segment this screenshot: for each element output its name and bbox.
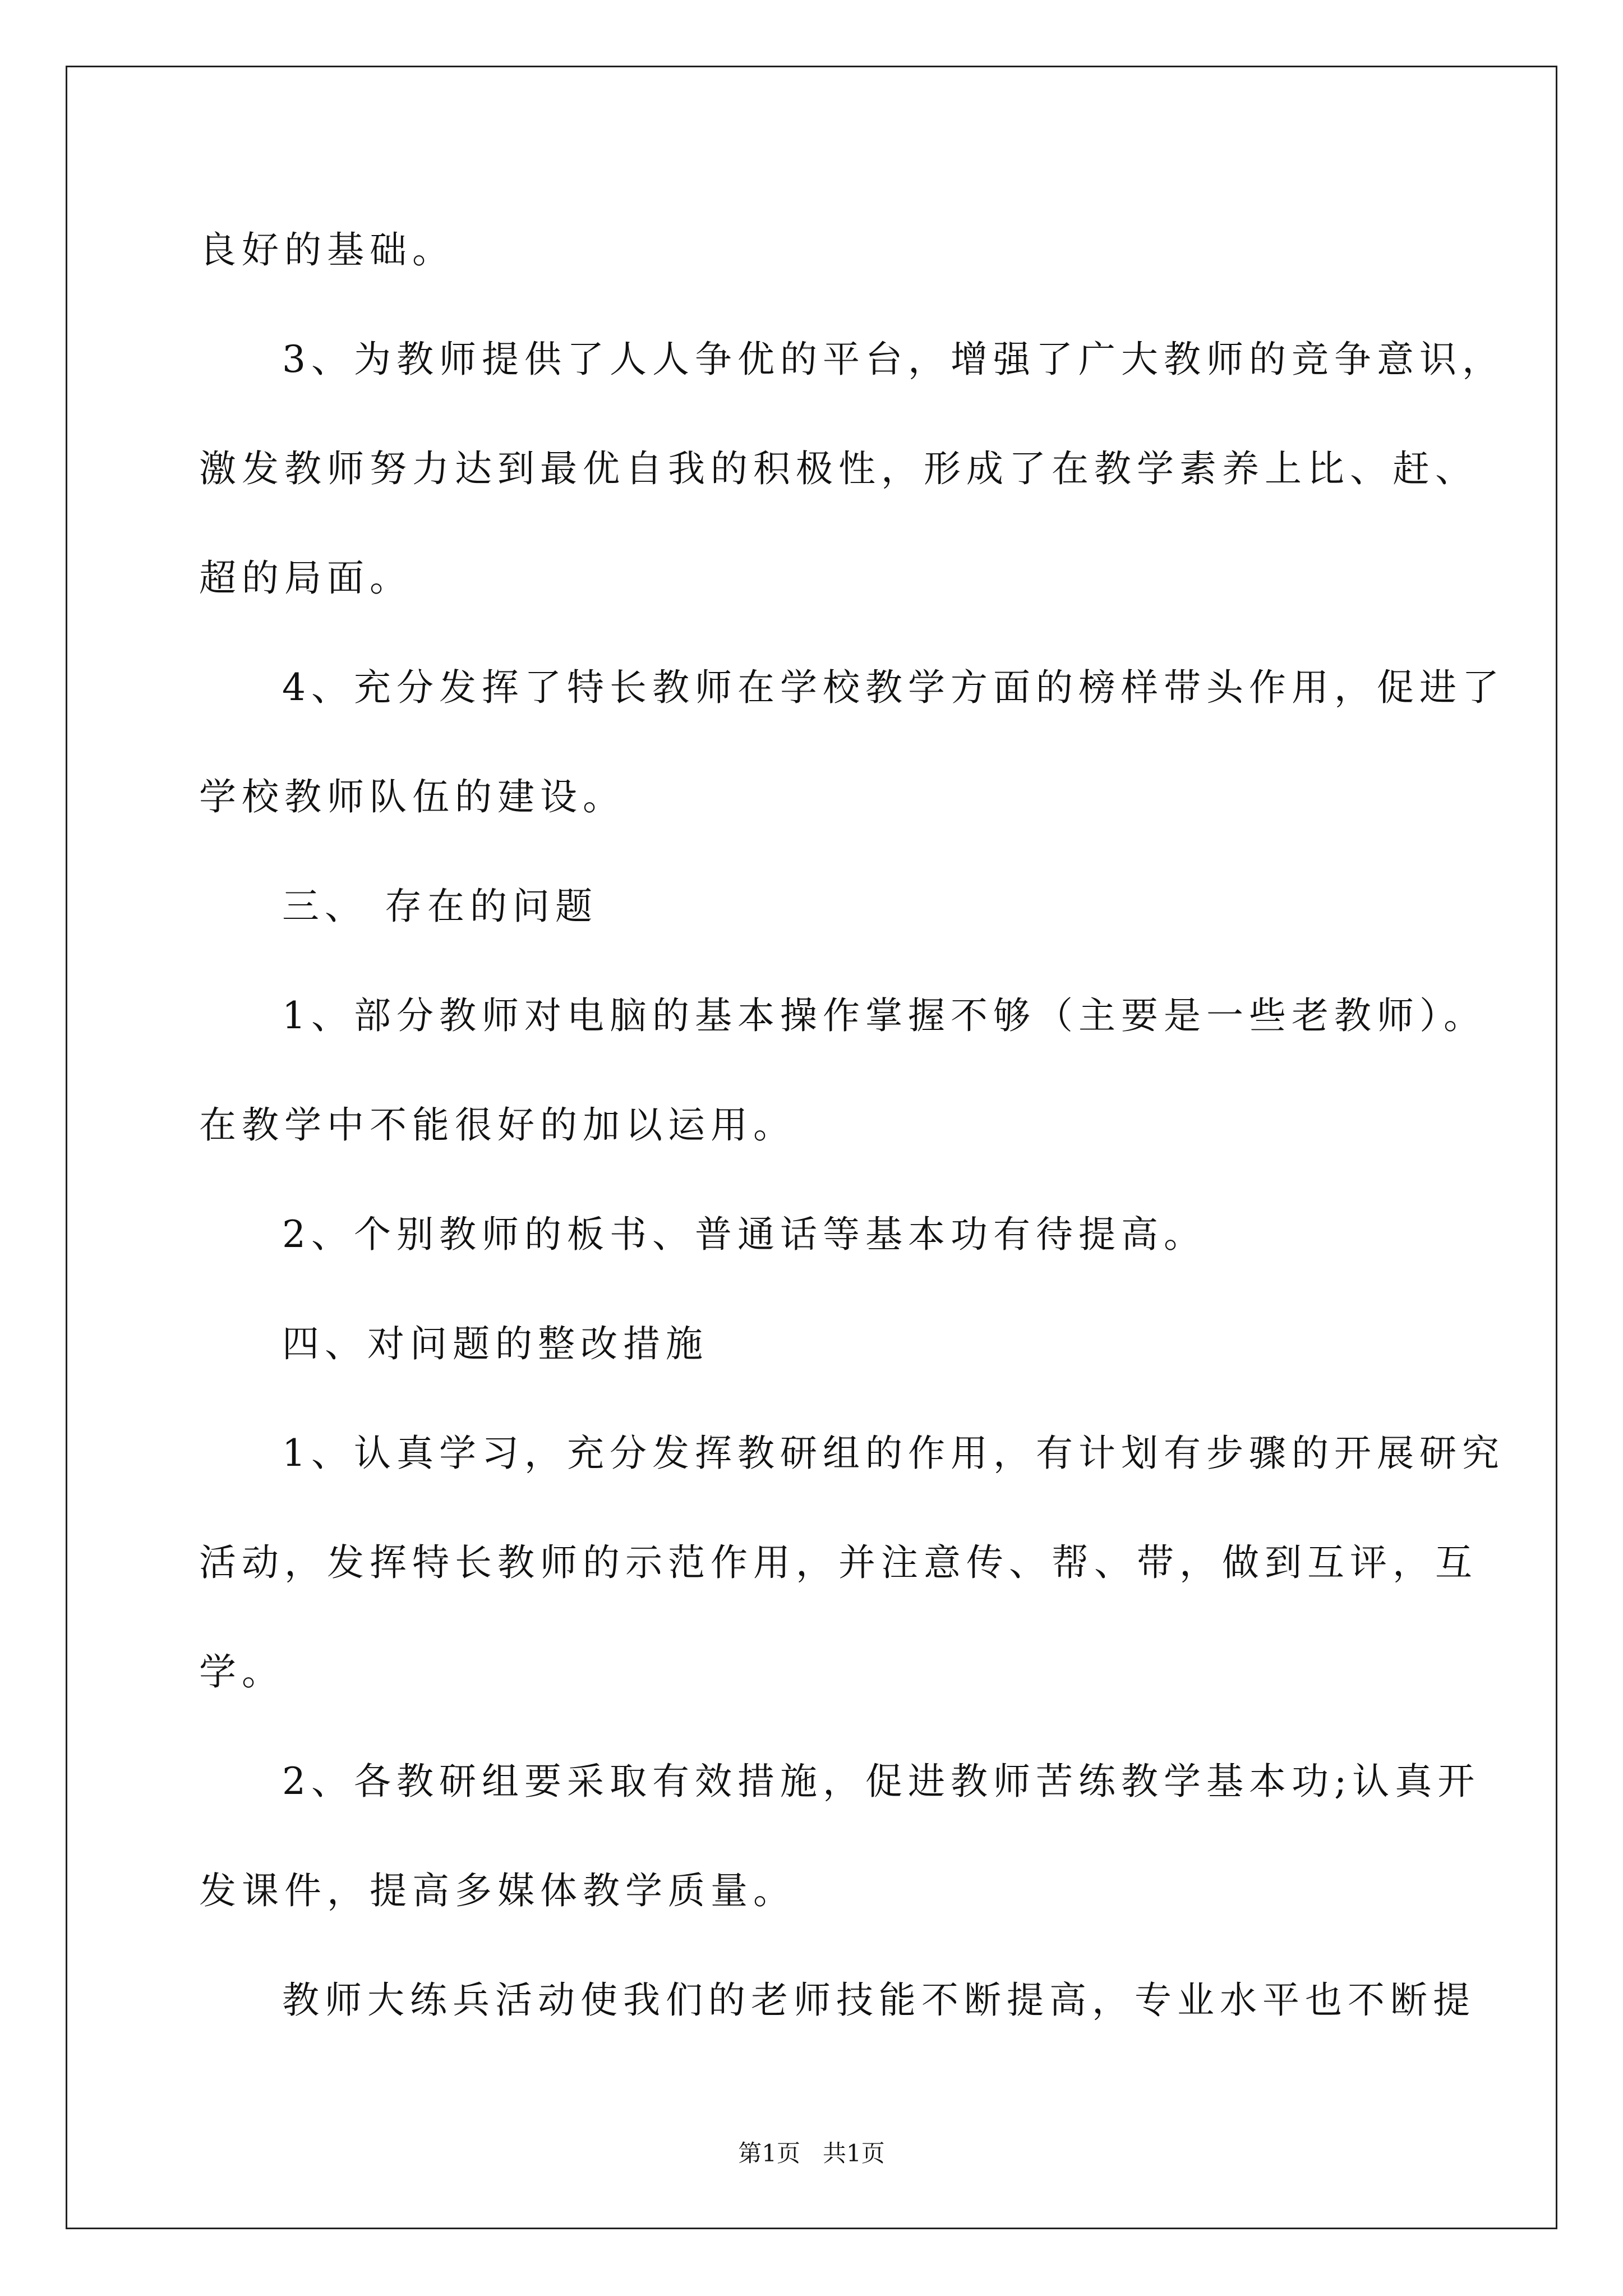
text-line: 1、认真学习，充分发挥教研组的作用，有计划有步骤的开展研究 <box>282 1432 1505 1475</box>
text-line: 1、部分教师对电脑的基本操作掌握不够（主要是一些老教师）。 <box>282 994 1486 1037</box>
text-line: 在教学中不能很好的加以运用。 <box>199 1103 796 1147</box>
text-line: 2、个别教师的板书、普通话等基本功有待提高。 <box>282 1213 1206 1256</box>
text-line: 发课件，提高多媒体教学质量。 <box>199 1869 796 1912</box>
text-line: 2、各教研组要采取有效措施，促进教师苦练教学基本功;认真开 <box>282 1760 1481 1803</box>
text-line: 超的局面。 <box>199 556 412 600</box>
section-heading: 三、 存在的问题 <box>282 885 598 928</box>
section-heading: 四、对问题的整改措施 <box>282 1322 708 1365</box>
text-line: 教师大练兵活动使我们的老师技能不断提高，专业水平也不断提 <box>282 1978 1476 2022</box>
text-line: 激发教师努力达到最优自我的积极性，形成了在教学素养上比、赶、 <box>199 447 1478 490</box>
text-line: 活动，发挥特长教师的示范作用，并注意传、帮、带，做到互评，互 <box>199 1541 1478 1584</box>
text-line: 4、充分发挥了特长教师在学校教学方面的榜样带头作用，促进了 <box>282 666 1505 709</box>
text-line: 3、为教师提供了人人争优的平台，增强了广大教师的竞争意识， <box>282 338 1505 381</box>
text-line: 学校教师队伍的建设。 <box>199 775 625 818</box>
text-line: 学。 <box>199 1650 284 1694</box>
page-number-footer: 第1页 共1页 <box>738 2139 885 2167</box>
text-line: 良好的基础。 <box>199 228 455 272</box>
